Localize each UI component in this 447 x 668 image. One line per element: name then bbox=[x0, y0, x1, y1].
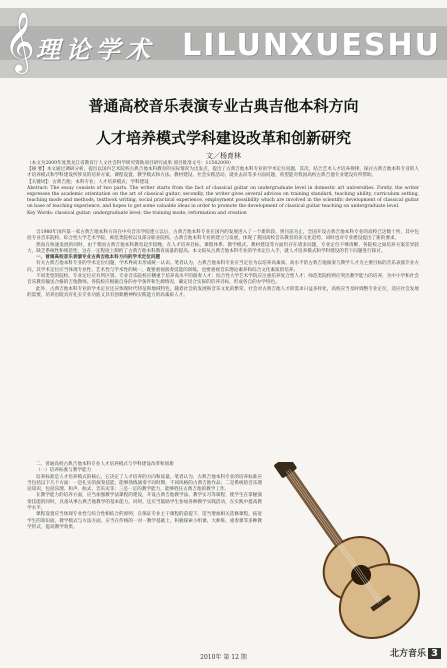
body-paragraph: 然而在快速发展的同时，由于我国古典吉他本科教育起步较晚，在人才培养目标、课程体系、教学模式、教材建设等方面仍存在诸多问题，专业定位不够清晰，各院校之间培养方案差异较大，缺乏系统性和规范性，这在一定程度上制约了古典吉他本科教育质量的提高。本文拟从古典吉他本科专业的学术定位入手，就人才培养模式和学科建设的若干问题进行探讨。 bbox=[27, 242, 419, 254]
body-paragraph: 有关古典吉他本科专业的学术定位问题，学术界尚未形成统一认识。笔者认为，古典吉他本科专业应当定位为以培养高素质、高水平的古典吉他演奏与教学人才为主要目标的音乐表演专业方向，其学术定位应当体现专业性、艺术性与学术性的统一，既要重视演奏技能的训练，也要重视音乐理论素养和综合文化素质的培养。 bbox=[27, 261, 419, 273]
body-paragraph: 课程设置应当体现专业性与综合性相结合的原则，在保证专业主干课程的前提下，适当增加相关选修课程，拓宽学生的知识面。教学模式与方法方面，应当在传统的一对一教学基础上，积极探索小组课、大师班、重奏课等多种教学形式，提高教学效果。 bbox=[27, 512, 262, 530]
treble-clef-icon: 𝄞 bbox=[4, 12, 35, 72]
journal-name: 北方音乐 bbox=[390, 649, 427, 659]
article-body-top bbox=[27, 230, 419, 299]
guitar-illustration bbox=[270, 462, 420, 642]
keywords-cn: 【关键词】：古典吉他；本科专业；人才培养模式；学科建设 bbox=[27, 179, 149, 185]
article-title-line-2: 人才培养模式学科建设改革和创新研究 bbox=[95, 129, 351, 147]
keywords-en: Key Words: classical guitar; undergraduate level; the training mode; reformation and creation bbox=[27, 210, 247, 216]
section-heading: 一、普通高校音乐表演专业古典吉他本科方向的学术定位问题 bbox=[36, 255, 161, 261]
abstract-en: Abstract: The essay consists of two parts. The writer starts from the fact of classical guitar on undergraduate level in domestic art universities. Firstly, the writer expresses the academic orientation on the art of classical guitar; secondly, the writer gives several advices on training standard, teaching ability, curriculum setting, teaching mode and methods, textbook writing, social practical experience, employment possibility which are involved in the scientific development of classical guitar on base of teaching experience, and hopes to get some valuable ideas in order to promote the development of classical guitar teaching on undergraduate level. bbox=[27, 185, 419, 210]
section-title-cn: 理论学术 bbox=[36, 36, 156, 64]
issue-label: 2010年 第 12 期 bbox=[200, 654, 247, 661]
abstract-block bbox=[27, 161, 419, 217]
body-paragraph: 自1980年国内第一家古典吉他本科方向在中央音乐学院建立以后，古典吉他本科专业在国内的发展进入了一个新阶段。到目前为止，全国开设古典吉他本科专业的高校已达数十所，其中包括专业音乐院校、综合性大学艺术学院、师范类院校以及部分职业院校。古典吉他本科专业的建立与发展，体现了我国高校音乐教育的多元化趋势，同时也对专业建设提出了新的要求。 bbox=[27, 230, 419, 242]
body-paragraph: 在教学能力的培养方面，应当加强教学法课程的建设，开设古典吉他教学法、教学实习等课程，使学生在掌握演奏技能的同时，具备从事古典吉他教学的基本能力。同时，还应当鼓励学生参加各种教学实践活动，在实践中提高教学水平。 bbox=[27, 493, 262, 512]
article-title-line-1: 普通高校音乐表演专业古典吉他本科方向 bbox=[88, 97, 359, 115]
project-note: （本文为2009年度黑龙江省教育厅人文社会科学研究资助项目研究成果 项目批准文号：11542009） bbox=[27, 161, 234, 166]
body-paragraph: 培养标准是人才培养模式的核心，它决定了人才培养的方向和质量。笔者认为，古典吉他本科专业的培养标准应当包括以下几个方面：一是扎实的演奏技能，能够熟练演奏不同时期、不同风格的古典吉他作品；二是系统的音乐理论知识，包括乐理、和声、曲式、音乐史等；三是一定的教学能力，能够胜任古典吉他的教学工作。 bbox=[27, 474, 262, 493]
article-body-bottom bbox=[27, 462, 262, 531]
section-banner bbox=[0, 8, 447, 78]
section-heading: 二、普通高校古典吉他本科专业人才培养模式与学科建设改革和创新 bbox=[36, 462, 174, 467]
section-title-en: LILUNXUESHU bbox=[182, 28, 441, 63]
subsection-heading: （一）培养标准与教学能力 bbox=[36, 468, 92, 474]
body-paragraph: 此外，古典吉他本科专业的学术定位还应体现时代特征和地域特色。随着社会的发展和音乐文化的繁荣，社会对古典吉他人才的需求日益多样化，高校应当及时调整专业定位，适应社会发展的需要，培养出既具有扎实专业功底又具有创新精神和实践能力的高素质人才。 bbox=[27, 286, 419, 298]
journal-footer bbox=[390, 646, 441, 659]
abstract-cn: 【摘 要】本文通过调研分析，提出以国内艺术院校古典吉他本科教育的实际情况为出发点，提出了古典吉他本科专业的学术定位问题，其次，结合艺术人才培养规律，探讨古典吉他本科专业的人才培养模式和学科建设所涉及的培养方案、课程设置、教学模式和方法、教材建设、社会实践活动、就业去向等多方面问题，希望能对我国高校古典吉他专业建设有所帮助。 bbox=[27, 167, 419, 179]
page-number: 3 bbox=[428, 648, 441, 659]
author-byline: 文／杨育林 bbox=[206, 152, 241, 160]
body-paragraph: 不同类型的院校，专业定位应有所区别。专业音乐院校应侧重于培养高水平的演奏人才；综合性大学艺术学院应注重培养复合型人才；师范类院校则应突出教学能力的培养，为中小学和社会音乐教育输送合格的吉他教师。各院校应根据自身的办学条件和生源情况，确定切合实际的培养目标，形成各自的办学特色。 bbox=[27, 274, 419, 286]
